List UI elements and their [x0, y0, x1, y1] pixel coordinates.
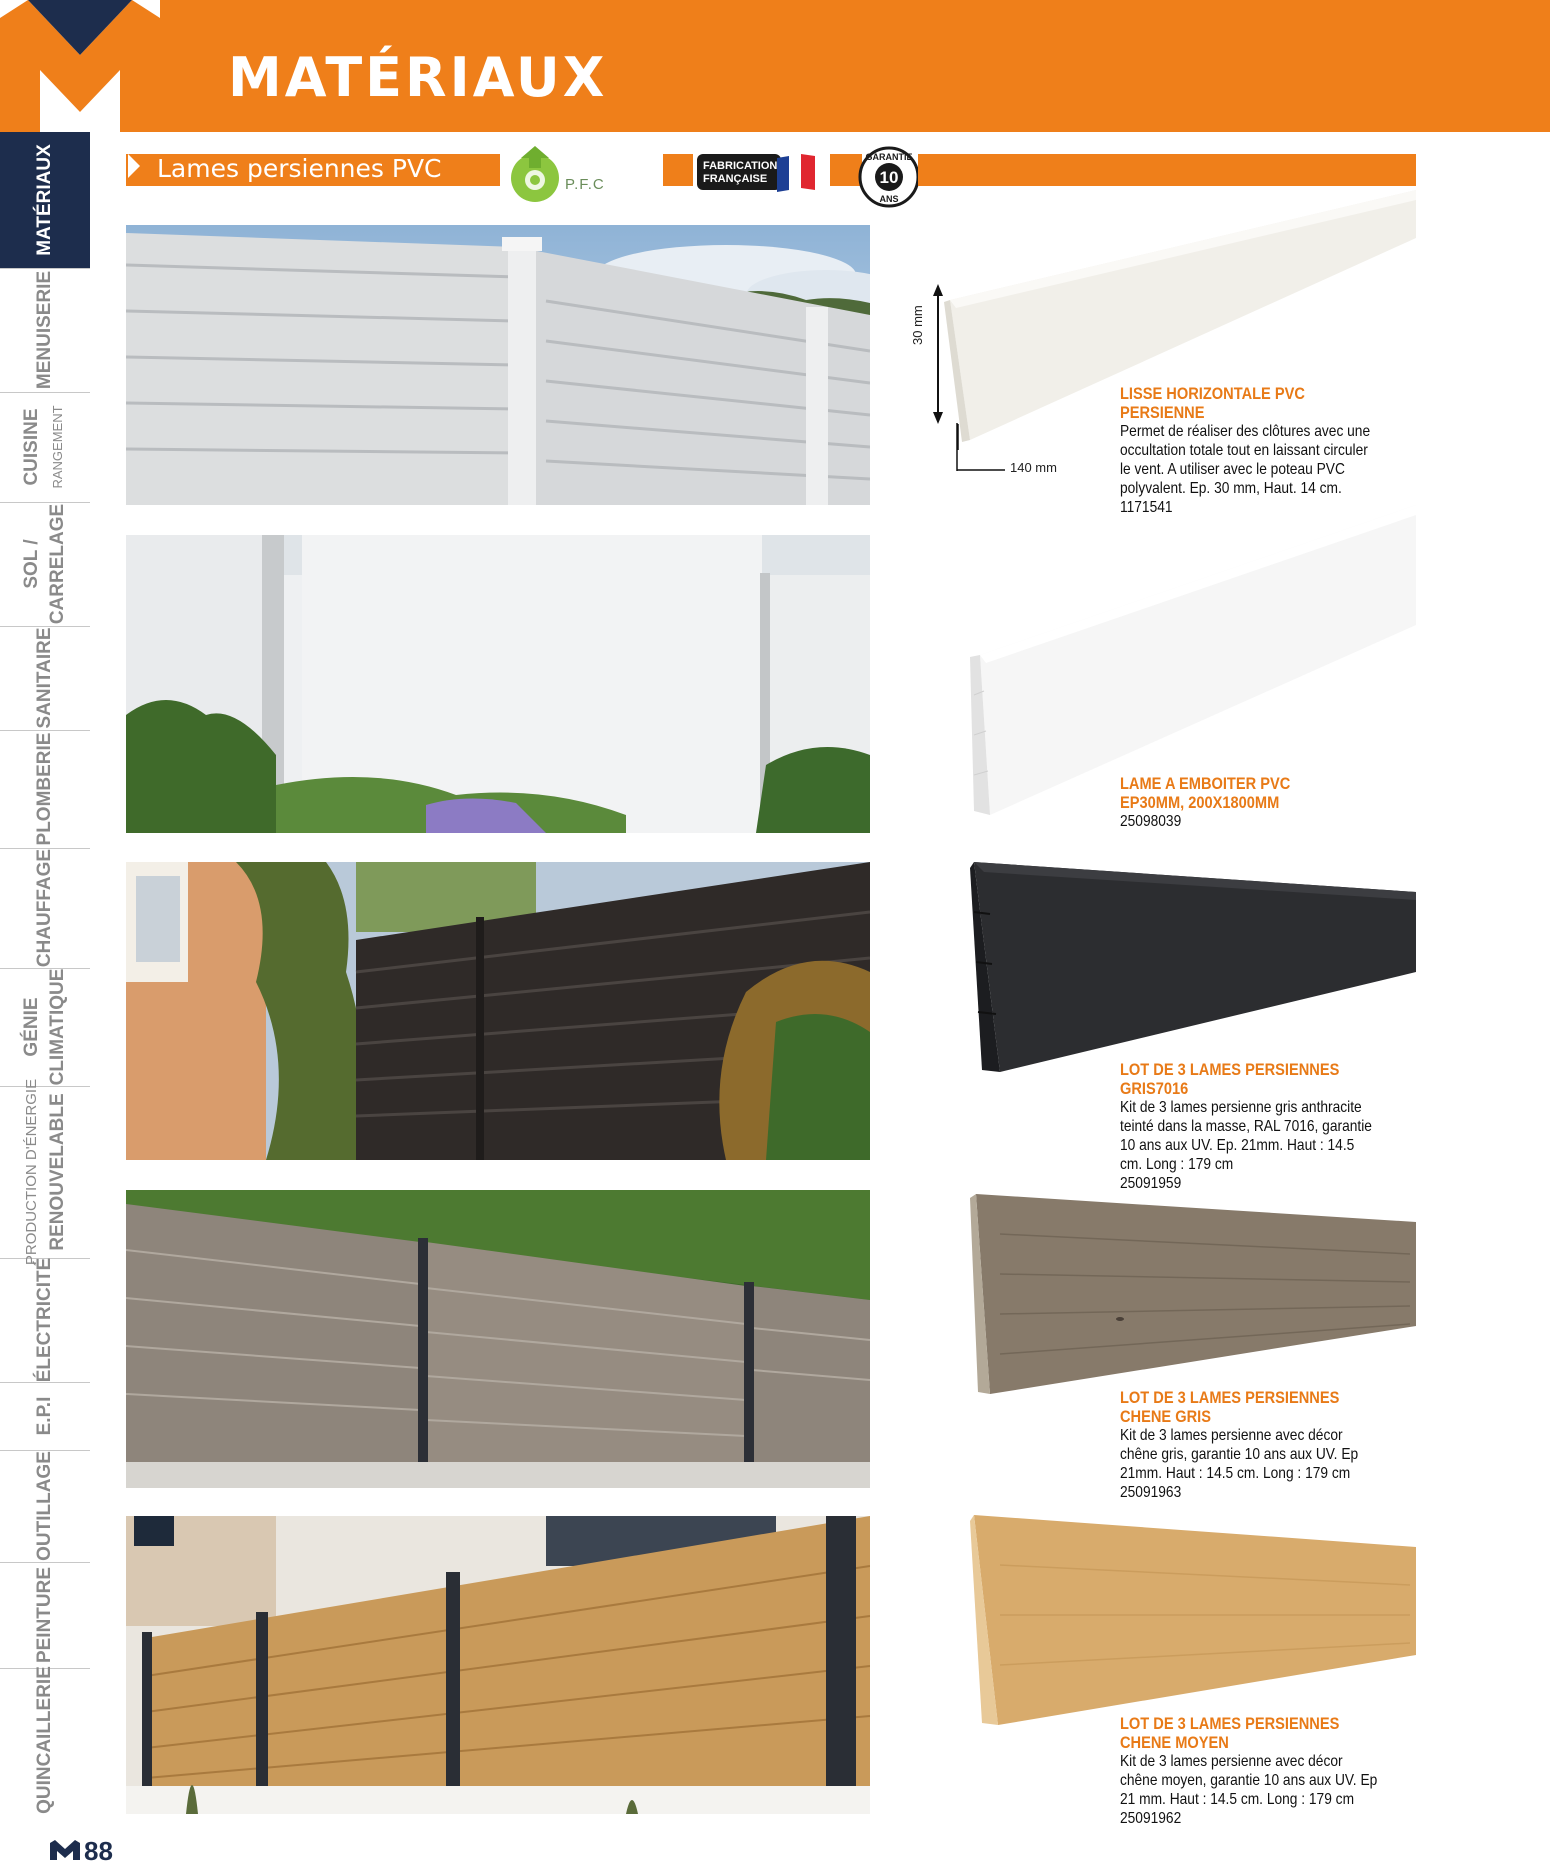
- sidebar-label: PRODUCTION D'ÉNERGIE RENOUVELABLE: [23, 1078, 68, 1266]
- sidebar-item-menuiserie[interactable]: [0, 268, 90, 393]
- dimension-height: 30 mm: [910, 305, 925, 345]
- sidebar-item-sol-carrelage[interactable]: [0, 502, 90, 627]
- sidebar-label: CHAUFFAGE: [34, 848, 55, 968]
- product-description: Kit de 3 lames persienne avec décor chêne moyen, garantie 10 ans aux UV. Ep 21 mm. Haut : 14.5 cm. Long : 179 cm: [1120, 1753, 1378, 1808]
- sidebar-item-sanitaire[interactable]: [0, 626, 90, 731]
- sidebar-label: GÉNIE CLIMATIQUE: [21, 968, 68, 1086]
- banner-arrow-icon: [128, 154, 140, 178]
- sidebar-label: PLOMBERIE: [34, 732, 55, 846]
- product-reference: 25098039: [1120, 813, 1182, 830]
- sidebar-label: OUTILLAGE: [34, 1451, 55, 1561]
- sidebar-item-cuisine[interactable]: [0, 392, 90, 503]
- sidebar-label: SOL / CARRELAGE: [21, 503, 68, 625]
- photo-medium-oak-fence: [126, 1516, 870, 1814]
- sidebar-label: QUINCAILLERIE: [34, 1666, 55, 1814]
- product-chene-moyen: [1120, 1714, 1378, 1828]
- product-description: Kit de 3 lames persienne avec décor chêne gris, garantie 10 ans aux UV. Ep 21mm. Haut : 14.5 cm. Long : 179 cm: [1120, 1427, 1359, 1482]
- footer-logo-icon: [50, 1840, 80, 1860]
- sidebar-label: SANITAIRE: [34, 627, 55, 729]
- pfc-label: P.F.C: [565, 176, 605, 193]
- sidebar-item-epi[interactable]: [0, 1382, 90, 1451]
- product-reference: 1171541: [1120, 499, 1173, 516]
- product-chene-gris: [1120, 1388, 1378, 1502]
- pfc-logo: [505, 138, 655, 210]
- photo-grey-oak-fence: [126, 1190, 870, 1488]
- fabrication-line2: FRANÇAISE: [703, 173, 768, 185]
- sidebar-item-quincaillerie[interactable]: [0, 1668, 90, 1812]
- photo-white-fence: [126, 225, 870, 505]
- section-title: Lames persiennes PVC: [157, 154, 442, 183]
- banner-segment: [663, 154, 693, 186]
- sidebar-item-electricite[interactable]: [0, 1258, 90, 1383]
- sidebar-label: MENUISERIE: [34, 270, 55, 390]
- sidebar-item-outillage[interactable]: [0, 1450, 90, 1563]
- sidebar-label: E.P.I: [34, 1396, 55, 1436]
- product-description: Permet de réaliser des clôtures avec une occultation totale tout en laissant circuler le vent. A utiliser avec le poteau PVC polyvalent. Ep. 30 mm, Haut. 14 cm.: [1120, 423, 1371, 497]
- fabrication-francaise-badge: [697, 154, 823, 194]
- product-title: LOT DE 3 LAMES PERSIENNES CHENE GRIS: [1120, 1388, 1340, 1426]
- product-title: LAME A EMBOITER PVC EP30MM, 200X1800MM: [1120, 774, 1291, 812]
- product-image-chene-moyen: [970, 1515, 1416, 1725]
- product-title: LOT DE 3 LAMES PERSIENNES CHENE MOYEN: [1120, 1714, 1340, 1752]
- product-image-gris7016: [970, 862, 1416, 1072]
- sidebar-item-materiaux[interactable]: [0, 132, 90, 269]
- product-title: LISSE HORIZONTALE PVC PERSIENNE: [1120, 384, 1305, 422]
- page-number: 88: [84, 1836, 113, 1866]
- sidebar-item-peinture[interactable]: [0, 1562, 90, 1669]
- dimension-width-line: [955, 423, 1005, 473]
- garantie-top-text: GARANTIE: [865, 152, 913, 162]
- page-header: [0, 0, 1550, 132]
- sidebar-item-plomberie[interactable]: [0, 730, 90, 849]
- photo-grey-fence: [126, 862, 870, 1160]
- fabrication-line1: FABRICATION: [703, 160, 778, 172]
- product-title: LOT DE 3 LAMES PERSIENNES GRIS7016: [1120, 1060, 1340, 1098]
- sidebar-item-genie-climatique[interactable]: [0, 968, 90, 1087]
- sidebar-label: ÉLECTRICITÉ: [34, 1257, 55, 1383]
- product-gris7016: [1120, 1060, 1378, 1193]
- product-reference: 25091963: [1120, 1484, 1182, 1501]
- sidebar-label: CUISINE RANGEMENT: [21, 405, 65, 489]
- photo-white-panel-fence: [126, 535, 870, 833]
- dimension-width: 140 mm: [1010, 460, 1057, 475]
- garantie-bottom-text: ANS: [879, 194, 899, 204]
- sidebar-label: MATÉRIAUX: [34, 144, 55, 256]
- garantie-badge: [858, 146, 920, 208]
- sidebar-item-production-energie[interactable]: [0, 1078, 90, 1266]
- recycle-leaf-icon: [505, 138, 575, 210]
- product-reference: 25091962: [1120, 1810, 1182, 1827]
- product-image-lame-emboiter: [970, 505, 1416, 817]
- page-title: MATÉRIAUX: [228, 46, 608, 109]
- brand-logo: [0, 0, 160, 132]
- product-image-chene-gris: [970, 1194, 1416, 1394]
- sidebar-label: PEINTURE: [34, 1566, 55, 1664]
- banner-segment: [918, 154, 1416, 186]
- product-reference: 25091959: [1120, 1175, 1182, 1192]
- product-description: Kit de 3 lames persienne gris anthracite teinté dans la masse, RAL 7016, garantie 10 ans aux UV. Ep. 21mm. Haut : 14.5 cm. Long : 179 cm: [1120, 1099, 1372, 1173]
- garantie-number: 10: [879, 168, 899, 187]
- category-sidebar: [0, 132, 90, 1812]
- product-lame-emboiter: [1120, 774, 1344, 831]
- sidebar-item-chauffage[interactable]: [0, 848, 90, 969]
- product-lisse-horizontale: [1120, 384, 1378, 517]
